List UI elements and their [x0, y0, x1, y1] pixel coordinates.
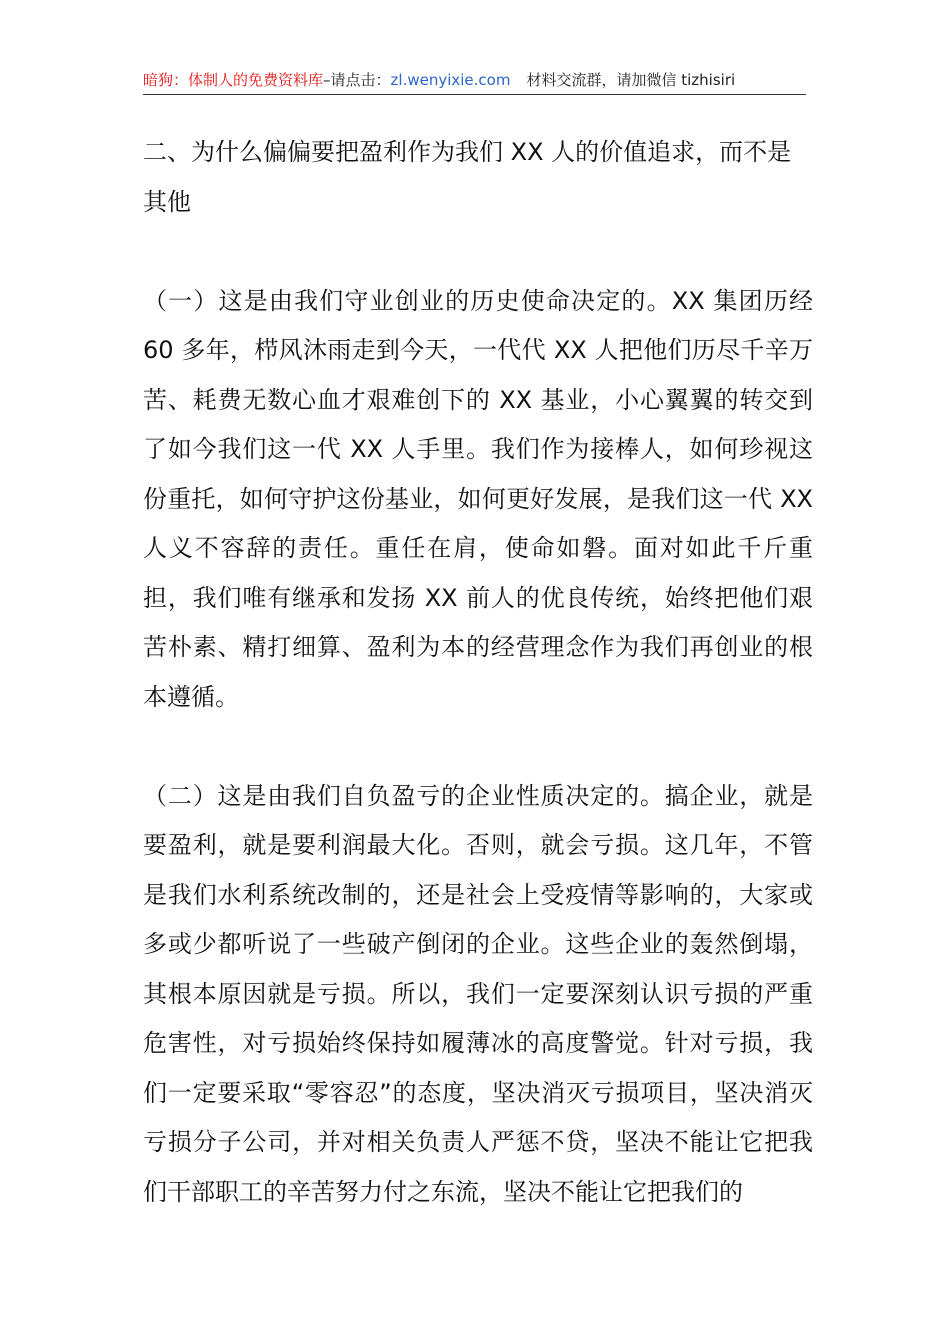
header-url-link[interactable]: zl.wenyixie.com [390, 71, 511, 89]
paragraph-2: （二）这是由我们自负盈亏的企业性质决定的。搞企业，就是要盈利，就是要利润最大化。否则，就会亏损。这几年，不管是我们水利系统改制的，还是社会上受疫情等影响的，大家或多或少都听说了一些破产倒闭的企业。这些企业的轰然倒塌，其根本原因就是亏损。所以，我们一定要深刻认识亏损的严重危害性，对亏损始终保持如履薄冰的高度警觉。针对亏损，我们一定要采取“零容忍”的态度，坚决消灭亏损项目，坚决消灭亏损分子公司，并对相关负责人严惩不贷，坚决不能让它把我们干部职工的辛苦努力付之东流，坚决不能让它把我们的 [143, 781, 813, 1206]
section-heading: 二、为什么偏偏要把盈利作为我们 XX 人的价值追求，而不是其他 [143, 138, 792, 216]
header-site-name: 暗狗：体制人的免费资料库 [143, 71, 324, 89]
page-header [143, 70, 806, 95]
header-click-prompt: –请点击： [323, 71, 391, 89]
document-body [143, 128, 813, 1217]
paragraph-spacer [143, 722, 813, 772]
header-group-note: 材料交流群，请加微信 tizhisiri [526, 71, 736, 89]
paragraph-1: （一）这是由我们守业创业的历史使命决定的。XX 集团历经 60 多年，栉风沐雨走到今天，一代代 XX 人把他们历尽千辛万苦、耗费无数心血才艰难创下的 XX 基业，小心翼翼的转交到了如今我们这一代 XX 人手里。我们作为接棒人，如何珍视这份重托，如何守护这份基业，如何更好发展，是我们这一代 XX 人义不容辞的责任。重任在肩，使命如磐。面对如此千斤重担，我们唯有继承和发扬 XX 前人的优良传统，始终把他们艰苦朴素、精打细算、盈利为本的经营理念作为我们再创业的根本遵循。 [143, 286, 813, 711]
